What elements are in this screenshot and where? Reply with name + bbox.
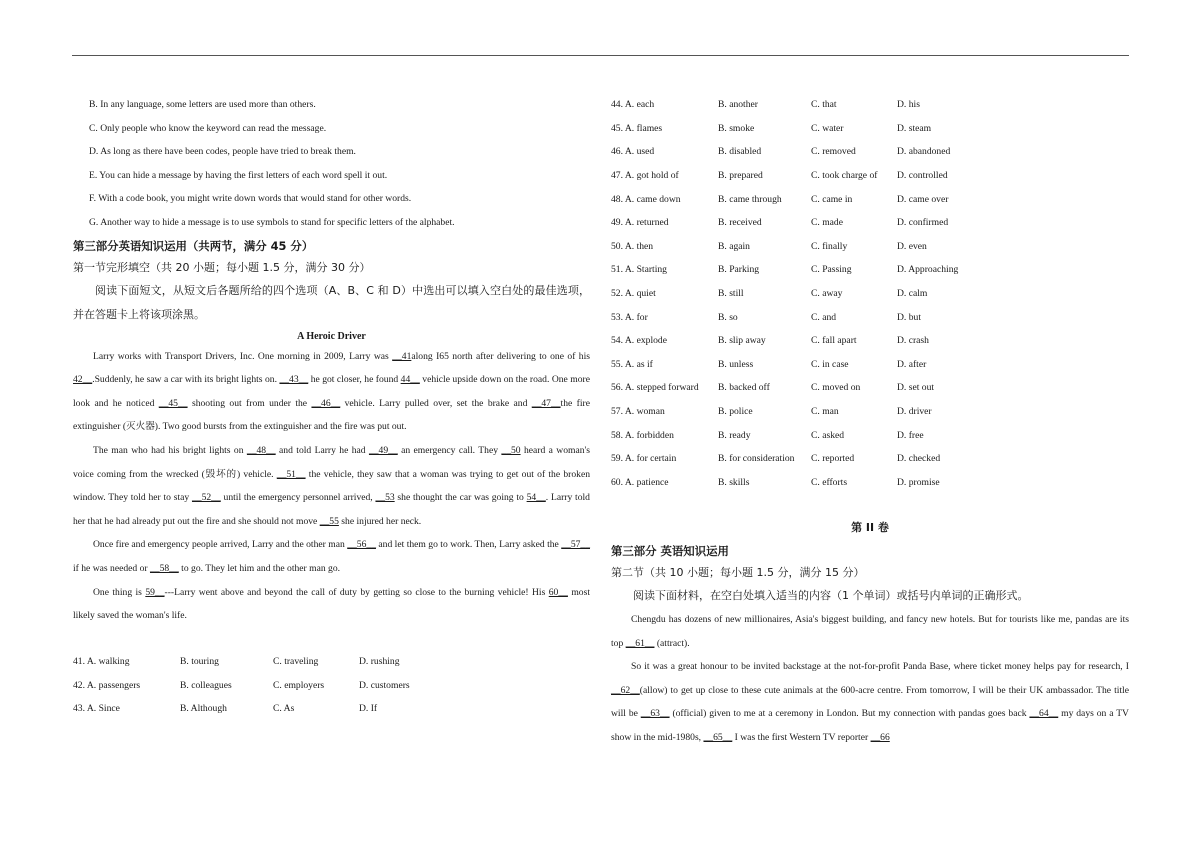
- question-option: B. police: [718, 406, 753, 418]
- answer-blank: __43__: [279, 374, 309, 386]
- answer-blank: __66: [870, 732, 890, 744]
- question-option: 46. A. used: [611, 146, 655, 158]
- question-option: B. Although: [180, 703, 227, 715]
- option-f: F. With a code book, you might write down words that would stand for other words.: [89, 193, 412, 205]
- answer-blank: 42__: [73, 374, 93, 386]
- header-rule: [72, 55, 1129, 56]
- question-row: [611, 258, 1007, 282]
- question-option: D. rushing: [359, 655, 400, 667]
- question-option: C. and: [811, 311, 837, 323]
- passage-text: Once fire and emergency people arrived, Larry and the other man: [93, 539, 348, 551]
- answer-blank: 54__: [526, 492, 546, 504]
- answer-blank: __50: [501, 444, 521, 456]
- question-option: 45. A. flames: [611, 122, 663, 134]
- option-d: D. As long as there have been codes, people have tried to break them.: [89, 146, 356, 158]
- question-row: [611, 93, 1007, 117]
- answer-blank: __45__: [158, 397, 188, 409]
- option-e: E. You can hide a message by having the first letters of each word spell it out.: [89, 169, 388, 181]
- answer-blank: __62__: [611, 684, 640, 696]
- answer-blank: 59__: [145, 586, 165, 598]
- passage-text: and told Larry he had: [275, 444, 369, 456]
- part3-title: 第三部分英语知识运用（共两节，满分 45 分）: [73, 238, 314, 253]
- passage-text: The man who had his bright lights on: [93, 444, 247, 456]
- question-option: C. employers: [273, 679, 325, 691]
- passage-text: heard a woman's voice coming from the wrecked (毁坏的) vehicle.: [73, 444, 590, 480]
- question-option: 51. A. Starting: [611, 264, 667, 276]
- right-column: [611, 93, 1129, 750]
- answer-blank: __55: [319, 515, 339, 527]
- answer-blank: __49__: [368, 444, 398, 456]
- passage-text: an emergency call. They: [397, 444, 502, 456]
- question-option: 59. A. for certain: [611, 453, 677, 465]
- question-option: D. his: [897, 99, 920, 111]
- passage-text: ---Larry went above and beyond the call of duty by getting so close to the burning vehicle! His: [164, 586, 549, 598]
- question-option: C. As: [273, 703, 295, 715]
- question-option: C. away: [811, 288, 843, 300]
- passage-text: until the emergency personnel arrived,: [220, 492, 376, 504]
- question-row: [611, 423, 1007, 447]
- question-option: C. took charge of: [811, 170, 878, 182]
- cloze-passage: [73, 345, 590, 628]
- passage-text: shooting out from under the: [187, 397, 312, 409]
- question-option: 55. A. as if: [611, 358, 653, 370]
- answer-blank: __58__: [149, 562, 179, 574]
- question-option: B. disabled: [718, 146, 762, 158]
- question-option: D. set out: [897, 382, 935, 394]
- question-row: [611, 471, 1007, 495]
- answer-blank: __47__: [531, 397, 561, 409]
- answer-blank: __52__: [191, 492, 221, 504]
- answer-blank: 60__: [548, 586, 568, 598]
- question-option: 44. A. each: [611, 99, 655, 111]
- question-option: 43. A. Since: [73, 703, 120, 715]
- question-option: 47. A. got hold of: [611, 170, 679, 182]
- question-row: [611, 140, 1007, 164]
- question-row: [611, 305, 1007, 329]
- question-option: C. removed: [811, 146, 856, 158]
- answer-blank: __61__: [625, 637, 655, 649]
- question-option: 53. A. for: [611, 311, 648, 323]
- question-option: C. came in: [811, 193, 853, 205]
- question-row: [73, 650, 459, 674]
- question-option: 42. A. passengers: [73, 679, 141, 691]
- question-option: D. steam: [897, 122, 932, 134]
- question-option: 56. A. stepped forward: [611, 382, 699, 394]
- cloze-paragraph: [73, 345, 590, 439]
- question-row: [611, 117, 1007, 141]
- question-option: D. customers: [359, 679, 410, 691]
- question-option: D. controlled: [897, 170, 948, 182]
- question-option: D. Approaching: [897, 264, 959, 276]
- question-option: B. unless: [718, 358, 754, 370]
- question-option: D. crash: [897, 335, 929, 347]
- question-row: [611, 329, 1007, 353]
- section1-instruction: 阅读下面短文，从短文后各题所给的四个选项（A、B、C 和 D）中选出可以填入空白处的最佳选项，并在答题卡上将该项涂黑。: [73, 283, 590, 321]
- option-c: C. Only people who know the keyword can read the message.: [89, 122, 327, 134]
- question-row: [611, 282, 1007, 306]
- question-option: C. reported: [811, 453, 855, 465]
- question-row: [611, 164, 1007, 188]
- answer-blank: __41: [392, 350, 412, 362]
- passage-text: my days on a TV show in the mid-1980s,: [611, 708, 1129, 744]
- option-b: B. In any language, some letters are used more than others.: [89, 99, 316, 110]
- question-option: D. If: [359, 703, 378, 715]
- passage-text: One thing is: [93, 586, 146, 598]
- question-row: [73, 673, 459, 697]
- question-option: D. after: [897, 358, 927, 370]
- question-option: 50. A. then: [611, 240, 654, 252]
- question-table-left: [73, 650, 459, 721]
- answer-blank: __56__: [347, 539, 376, 551]
- question-option: B. colleagues: [180, 679, 232, 691]
- question-option: D. but: [897, 311, 921, 323]
- question-option: B. another: [718, 99, 758, 111]
- question-option: C. traveling: [273, 655, 319, 667]
- question-row: [611, 235, 1007, 259]
- question-option: 52. A. quiet: [611, 288, 656, 300]
- question-option: D. even: [897, 240, 927, 252]
- question-option: C. fall apart: [811, 335, 857, 347]
- passage-text: if he was needed or: [73, 562, 150, 574]
- question-row: [611, 187, 1007, 211]
- passage-text: (official) given to me at a ceremony in London. But my connection with pandas goes back: [669, 708, 1030, 720]
- section2-title: 第二节（共 10 小题；每小题 1.5 分，满分 15 分）: [611, 566, 865, 580]
- passage-text: .Suddenly, he saw a car with its bright lights on.: [92, 374, 280, 386]
- section2-instruction: 阅读下面材料，在空白处填入适当的内容（1 个单词）或括号内单词的正确形式。: [633, 589, 1029, 603]
- question-option: D. driver: [897, 406, 932, 418]
- question-option: B. skills: [718, 476, 750, 488]
- passage-text: vehicle. Larry pulled over, set the brake and: [340, 397, 532, 409]
- question-option: B. slip away: [718, 335, 766, 347]
- question-option: C. efforts: [811, 476, 848, 488]
- question-row: [73, 697, 459, 721]
- question-option: B. so: [718, 311, 738, 323]
- passage-text: I was the first Western TV reporter: [732, 732, 871, 744]
- question-option: B. received: [718, 217, 762, 229]
- passage-text: Larry works with Transport Drivers, Inc. One morning in 2009, Larry was: [93, 350, 393, 362]
- grammar-passage: [611, 608, 1129, 750]
- option-g: G. Another way to hide a message is to use symbols to stand for specific letters of the alphabet.: [89, 216, 455, 228]
- question-option: C. made: [811, 217, 843, 229]
- question-row: [611, 447, 1007, 471]
- question-option: B. for consideration: [718, 453, 795, 465]
- passage-text: she thought the car was going to: [394, 492, 527, 504]
- question-option: D. abandoned: [897, 146, 951, 158]
- passage-text: . Larry told her that he had already put out the fire and she should not move: [73, 492, 590, 527]
- question-table-right: [611, 93, 1007, 494]
- grammar-paragraph: [611, 655, 1129, 749]
- cloze-paragraph: [73, 533, 590, 580]
- volume2-title: 第 II 卷: [851, 521, 889, 535]
- question-option: C. man: [811, 406, 839, 418]
- answer-blank: __57__: [561, 539, 590, 551]
- passage-title: A Heroic Driver: [297, 330, 366, 342]
- question-row: [611, 400, 1007, 424]
- passage-text: So it was a great honour to be invited backstage at the not-for-profit Panda Base, where ticket money helps pay for research, I: [631, 661, 1129, 673]
- question-option: C. moved on: [811, 382, 861, 394]
- cloze-paragraph: [73, 439, 590, 533]
- grammar-paragraph: [611, 608, 1129, 655]
- passage-text: he got closer, he found: [308, 374, 401, 386]
- passage-text: the fire extinguisher (灭火器). Two good bursts from the extinguisher and the fire was put out.: [73, 397, 590, 433]
- passage-text: to go. They let him and the other man go.: [178, 562, 341, 574]
- passage-text: (attract).: [654, 637, 690, 649]
- question-option: C. asked: [811, 429, 845, 441]
- section1-title: 第一节完形填空（共 20 小题；每小题 1.5 分，满分 30 分）: [73, 260, 371, 274]
- part3b-title: 第三部分 英语知识运用: [611, 544, 729, 559]
- question-option: B. smoke: [718, 122, 755, 134]
- passage-text: she injured her neck.: [338, 515, 422, 527]
- question-row: [611, 211, 1007, 235]
- question-option: B. backed off: [718, 382, 770, 394]
- answer-blank: 44__: [400, 374, 420, 386]
- question-option: 58. A. forbidden: [611, 429, 674, 441]
- question-option: C. water: [811, 122, 844, 134]
- question-option: D. promise: [897, 476, 940, 488]
- left-column: [73, 93, 590, 720]
- question-option: B. ready: [718, 429, 751, 441]
- question-option: D. free: [897, 429, 924, 441]
- question-option: D. checked: [897, 453, 941, 465]
- question-option: B. still: [718, 288, 744, 300]
- question-option: 48. A. came down: [611, 193, 681, 205]
- passage-text: most likely saved the woman's life.: [73, 586, 590, 622]
- passage-text: along I65 north after delivering to one of his: [411, 350, 590, 362]
- question-option: D. confirmed: [897, 217, 949, 229]
- question-option: 60. A. patience: [611, 476, 669, 488]
- answer-blank: __51__: [276, 468, 306, 480]
- question-option: D. came over: [897, 193, 949, 205]
- answer-blank: __46__: [311, 397, 341, 409]
- question-option: C. in case: [811, 358, 849, 370]
- question-option: 41. A. walking: [73, 655, 130, 667]
- cloze-paragraph: [73, 581, 590, 628]
- question-option: B. Parking: [718, 264, 760, 276]
- question-option: 57. A. woman: [611, 406, 665, 418]
- answer-blank: __63__: [640, 708, 670, 720]
- question-option: C. Passing: [811, 264, 852, 276]
- question-row: [611, 353, 1007, 377]
- answer-blank: __48__: [246, 444, 276, 456]
- question-option: 54. A. explode: [611, 335, 667, 347]
- answer-blank: __64__: [1029, 708, 1059, 720]
- answer-blank: __53: [375, 492, 395, 504]
- answer-blank: __65__: [703, 732, 733, 744]
- question-option: D. calm: [897, 288, 928, 300]
- question-option: 49. A. returned: [611, 217, 669, 229]
- passage-text: the vehicle, they saw that a woman was trying to get out of the broken window. They told her to stay: [73, 468, 590, 504]
- question-option: C. that: [811, 99, 837, 111]
- question-option: C. finally: [811, 240, 848, 252]
- passage-text: Chengdu has dozens of new millionaires, Asia's biggest building, and fancy new hotels. But for tourists like me, pandas are its top: [611, 614, 1129, 649]
- question-option: B. prepared: [718, 170, 763, 182]
- question-option: B. touring: [180, 655, 219, 667]
- passage-text: vehicle upside down on the road. One more look and he noticed: [73, 374, 590, 409]
- passage-text: and let them go to work. Then, Larry asked the: [375, 539, 562, 551]
- question-option: B. came through: [718, 193, 782, 205]
- question-row: [611, 376, 1007, 400]
- options-list: [73, 93, 590, 235]
- passage-text: (allow) to get up close to these cute animals at the 600-acre centre. From tomorrow, I will be their UK ambassador. The title will be: [611, 684, 1129, 720]
- question-option: B. again: [718, 240, 750, 252]
